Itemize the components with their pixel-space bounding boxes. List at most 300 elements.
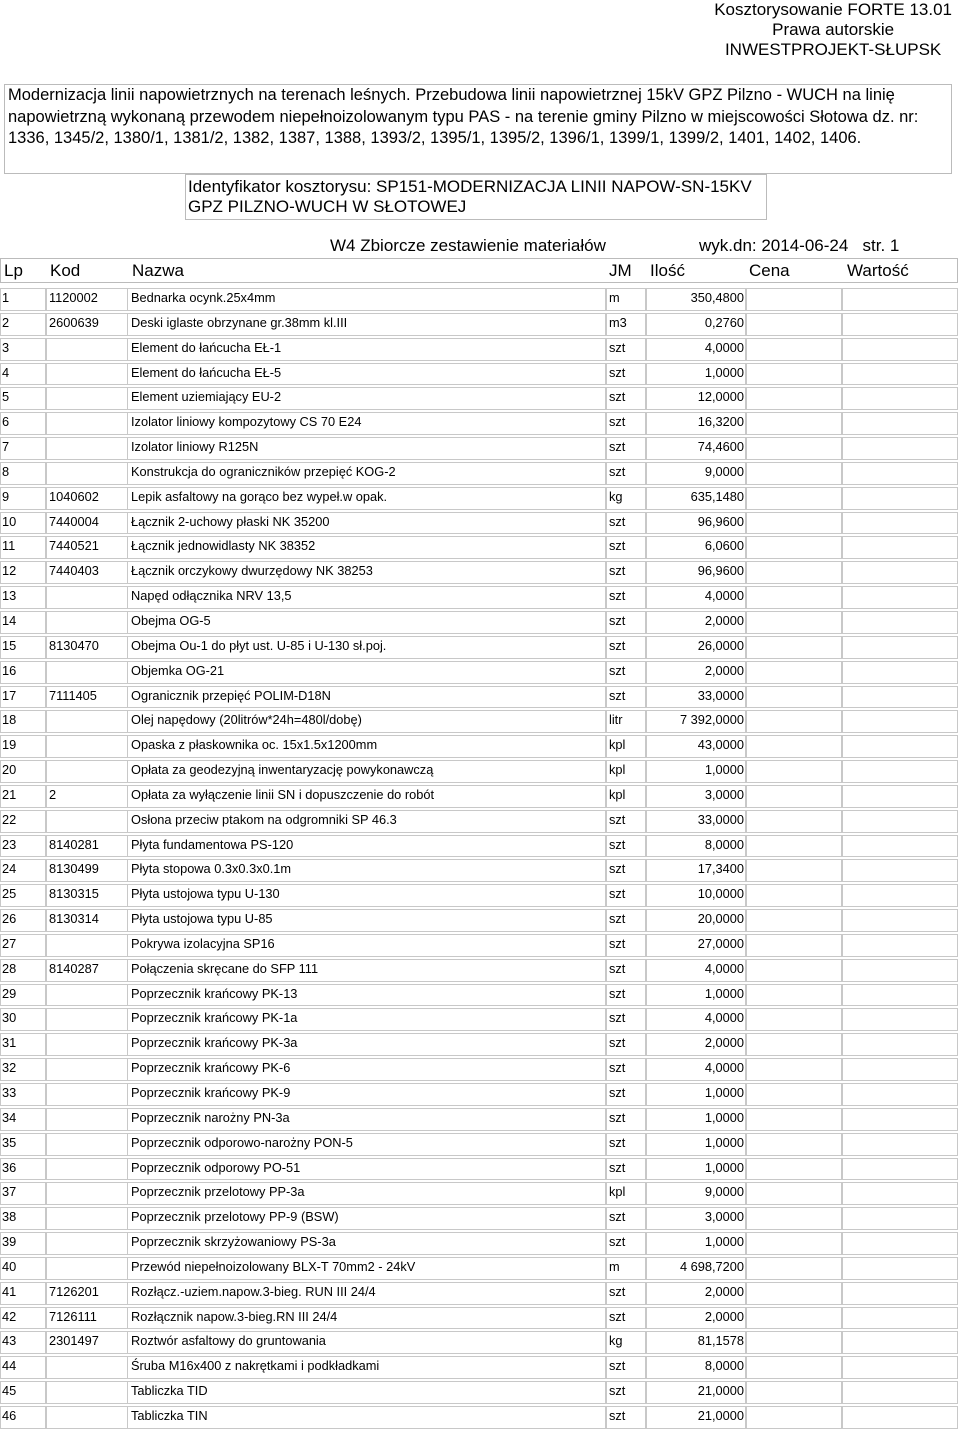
cell-lp: 30	[2, 1010, 17, 1026]
table-row	[0, 957, 960, 982]
cell-lp: 34	[2, 1109, 17, 1125]
cell-border	[746, 512, 842, 535]
cell-jm: szt	[609, 1134, 626, 1150]
cell-nazwa: Płyta fundamentowa PS-120	[131, 836, 294, 852]
cell-lp: 33	[2, 1085, 17, 1100]
table-row	[0, 1205, 960, 1230]
table-row	[0, 311, 960, 336]
cell-ilosc: 1,0000	[704, 1134, 744, 1150]
table-row	[0, 286, 960, 311]
table-row	[0, 1081, 960, 1106]
cell-jm: szt	[609, 985, 626, 1001]
cell-kod: 1040602	[49, 488, 99, 504]
col-cena: Cena	[749, 261, 790, 280]
cell-ilosc: 96,9600	[697, 563, 744, 579]
col-jm: JM	[609, 261, 632, 280]
cell-border	[46, 661, 128, 684]
cell-jm: szt	[609, 538, 626, 554]
cell-border	[746, 686, 842, 709]
cell-nazwa: Śruba M16x400 z nakrętkami i podkładkami	[131, 1358, 380, 1374]
cell-lp: 31	[2, 1035, 17, 1051]
table-row	[0, 485, 960, 510]
cell-border	[746, 1381, 842, 1404]
cell-ilosc: 27,0000	[697, 935, 744, 951]
cell-jm: m3	[609, 314, 627, 330]
cell-jm: szt	[609, 911, 626, 927]
cell-border	[746, 586, 842, 609]
cell-border	[46, 1158, 128, 1181]
cell-jm: szt	[609, 935, 626, 951]
col-ilosc: Ilość	[650, 261, 685, 280]
table-row	[0, 460, 960, 485]
cell-nazwa: Bednarka ocynk.25x4mm	[131, 290, 276, 305]
cell-ilosc: 4,0000	[704, 1010, 744, 1026]
cell-lp: 3	[2, 339, 10, 355]
cell-nazwa: Konstrukcja do ograniczników przepięć KOG-2	[131, 463, 396, 479]
cell-border	[746, 1008, 842, 1031]
cell-lp: 27	[2, 935, 17, 951]
cell-border	[46, 1381, 128, 1404]
cell-border	[46, 611, 128, 634]
cell-border	[746, 984, 842, 1007]
report-date: wyk.dn: 2014-06-24	[699, 236, 849, 255]
cell-nazwa: Objemka OG-21	[131, 662, 225, 678]
cell-border	[842, 1282, 958, 1305]
cell-ilosc: 4,0000	[704, 339, 744, 355]
cell-nazwa: Element uziemiający EU-2	[131, 389, 282, 405]
table-row	[0, 758, 960, 783]
table-row	[0, 336, 960, 361]
cell-nazwa: Łącznik jednowidlasty NK 38352	[131, 538, 316, 554]
cell-border	[842, 1008, 958, 1031]
cell-border	[842, 437, 958, 460]
cell-nazwa: Poprzecznik przelotowy PP-3a	[131, 1184, 305, 1200]
cell-border	[842, 710, 958, 733]
table-row	[0, 410, 960, 435]
cell-nazwa: Poprzecznik narożny PN-3a	[131, 1109, 290, 1125]
cell-lp: 46	[2, 1407, 17, 1423]
cell-border	[842, 363, 958, 386]
cell-lp: 17	[2, 687, 17, 703]
cell-nazwa: Poprzecznik krańcowy PK-1a	[131, 1010, 298, 1026]
cell-nazwa: Tabliczka TIN	[131, 1407, 208, 1423]
cell-nazwa: Poprzecznik krańcowy PK-13	[131, 985, 298, 1001]
cell-lp: 43	[2, 1333, 17, 1349]
cell-border	[46, 1108, 128, 1131]
cell-border	[842, 959, 958, 982]
cell-border	[842, 686, 958, 709]
cell-border	[746, 412, 842, 435]
cell-border	[746, 884, 842, 907]
cell-lp: 15	[2, 637, 17, 653]
cell-border	[746, 710, 842, 733]
cell-border	[46, 735, 128, 758]
document-header	[714, 0, 952, 60]
cell-border	[842, 661, 958, 684]
cell-kod: 7126111	[49, 1308, 97, 1324]
cell-nazwa: Łącznik 2-uchowy płaski NK 35200	[131, 513, 330, 529]
cell-nazwa: Obejma OG-5	[131, 612, 211, 628]
company-name: INWESTPROJEKT-SŁUPSK	[724, 40, 942, 59]
cell-nazwa: Łącznik orczykowy dwurzędowy NK 38253	[131, 563, 373, 579]
cell-nazwa: Płyta stopowa 0.3x0.3x0.1m	[131, 861, 292, 877]
cell-nazwa: Deski iglaste obrzynane gr.38mm kl.III	[131, 314, 348, 330]
cell-lp: 44	[2, 1358, 17, 1374]
table-row	[0, 510, 960, 535]
cell-lp: 38	[2, 1209, 17, 1225]
cell-jm: szt	[609, 1407, 626, 1423]
table-row	[0, 1329, 960, 1354]
page-number: str. 1	[862, 236, 900, 255]
cell-nazwa: Rozłącz.-uziem.napow.3-bieg. RUN III 24/4	[131, 1283, 376, 1299]
cell-ilosc: 26,0000	[697, 637, 744, 653]
cell-border	[746, 1232, 842, 1255]
table-row	[0, 534, 960, 559]
cell-nazwa: Połączenia skręcane do SFP 111	[131, 960, 319, 976]
table-row	[0, 684, 960, 709]
cell-border	[746, 1158, 842, 1181]
cell-border	[746, 760, 842, 783]
cell-lp: 40	[2, 1258, 17, 1274]
table-row	[0, 385, 960, 410]
cell-jm: szt	[609, 513, 626, 529]
cell-border	[46, 462, 128, 485]
cell-nazwa: Poprzecznik krańcowy PK-6	[131, 1060, 291, 1076]
cell-jm: m	[609, 290, 620, 305]
cell-kod: 2301497	[49, 1333, 99, 1349]
cell-kod: 7126201	[49, 1283, 99, 1299]
cell-nazwa: Poprzecznik skrzyżowaniowy PS-3a	[131, 1234, 336, 1250]
cell-border	[746, 810, 842, 833]
cell-border	[746, 1058, 842, 1081]
cell-nazwa: Poprzecznik odporowy PO-51	[131, 1159, 301, 1175]
cell-nazwa: Pokrywa izolacyjna SP16	[131, 935, 275, 951]
cell-border	[746, 1356, 842, 1379]
cell-nazwa: Opłata za geodezyjną inwentaryzację powykonawczą	[131, 762, 434, 778]
cell-border	[746, 1331, 842, 1354]
cell-lp: 16	[2, 662, 17, 678]
cell-lp: 13	[2, 588, 17, 604]
cell-lp: 35	[2, 1134, 17, 1150]
cell-lp: 18	[2, 712, 17, 728]
cell-border	[842, 487, 958, 510]
cell-jm: szt	[609, 1159, 626, 1175]
cell-border	[46, 810, 128, 833]
cell-nazwa: Roztwór asfaltowy do gruntowania	[131, 1333, 326, 1349]
cell-jm: szt	[609, 1035, 626, 1051]
cell-jm: szt	[609, 1109, 626, 1125]
cell-nazwa: Opaska z płaskownika oc. 15x1.5x1200mm	[131, 737, 378, 753]
cell-border	[746, 859, 842, 882]
cell-border	[746, 437, 842, 460]
cell-ilosc: 3,0000	[704, 786, 744, 802]
cell-border	[46, 934, 128, 957]
cell-jm: szt	[609, 588, 626, 604]
cell-border	[46, 1406, 128, 1429]
cell-nazwa: Lepik asfaltowy na gorąco bez wypeł.w opak.	[131, 488, 388, 504]
cell-nazwa: Napęd odłącznika NRV 13,5	[131, 588, 292, 604]
software-name: Kosztorysowanie FORTE 13.01	[714, 0, 952, 19]
cell-border	[746, 785, 842, 808]
table-row	[0, 1230, 960, 1255]
cell-ilosc: 9,0000	[704, 463, 744, 479]
table-row	[0, 1031, 960, 1056]
table-header	[0, 258, 958, 283]
cell-jm: szt	[609, 811, 626, 827]
cell-border	[746, 1182, 842, 1205]
cell-kod: 8130470	[49, 637, 99, 653]
cell-border	[746, 1406, 842, 1429]
cell-kod: 2	[49, 786, 57, 802]
cell-nazwa: Izolator liniowy R125N	[131, 439, 259, 455]
cell-border	[46, 1058, 128, 1081]
cell-lp: 25	[2, 886, 17, 902]
cell-border	[842, 1307, 958, 1330]
cell-border	[46, 338, 128, 361]
cell-border	[46, 1356, 128, 1379]
cell-ilosc: 3,0000	[704, 1209, 744, 1225]
cell-border	[842, 934, 958, 957]
cell-ilosc: 4 698,7200	[679, 1258, 744, 1274]
cell-ilosc: 2,0000	[704, 612, 744, 628]
cell-kod: 8130499	[49, 861, 99, 877]
cell-ilosc: 2,0000	[704, 1283, 744, 1299]
cell-jm: szt	[609, 339, 626, 355]
cell-border	[746, 363, 842, 386]
cell-border	[842, 1108, 958, 1131]
cell-jm: szt	[609, 1308, 626, 1324]
cell-border	[842, 1232, 958, 1255]
cell-lp: 2	[2, 314, 10, 330]
cell-lp: 21	[2, 786, 17, 802]
cell-ilosc: 2,0000	[704, 1308, 744, 1324]
cell-jm: szt	[609, 687, 626, 703]
cell-ilosc: 1,0000	[704, 1109, 744, 1125]
col-nazwa: Nazwa	[132, 261, 184, 280]
cell-border	[842, 884, 958, 907]
cell-kod: 1120002	[49, 290, 98, 305]
cell-border	[842, 412, 958, 435]
cell-border	[746, 661, 842, 684]
cell-jm: szt	[609, 1283, 626, 1299]
cell-border	[746, 288, 842, 311]
table-row	[0, 857, 960, 882]
report-date-page	[699, 236, 899, 256]
cell-jm: kpl	[609, 786, 626, 802]
cell-border	[46, 710, 128, 733]
cell-nazwa: Rozłącznik napow.3-bieg.RN III 24/4	[131, 1308, 338, 1324]
cell-border	[746, 1207, 842, 1230]
cell-border	[842, 1033, 958, 1056]
cell-ilosc: 10,0000	[697, 886, 744, 902]
cell-jm: szt	[609, 861, 626, 877]
table-row	[0, 609, 960, 634]
cell-border	[46, 1133, 128, 1156]
cell-border	[842, 611, 958, 634]
cell-border	[746, 338, 842, 361]
cell-jm: m	[609, 1258, 620, 1274]
table-row	[0, 982, 960, 1007]
table-row	[0, 634, 960, 659]
cell-lp: 1	[2, 290, 10, 305]
cell-border	[46, 387, 128, 410]
cell-border	[842, 1133, 958, 1156]
cell-jm: szt	[609, 637, 626, 653]
cell-ilosc: 8,0000	[704, 1358, 744, 1374]
cell-border	[46, 785, 128, 808]
table-row	[0, 1255, 960, 1280]
cell-border	[746, 1133, 842, 1156]
cell-ilosc: 4,0000	[704, 960, 744, 976]
cell-ilosc: 1,0000	[704, 1234, 744, 1250]
cell-ilosc: 4,0000	[704, 588, 744, 604]
cell-ilosc: 21,0000	[697, 1407, 744, 1423]
cell-jm: szt	[609, 886, 626, 902]
cell-border	[746, 636, 842, 659]
copyright-label: Prawa autorskie	[772, 20, 895, 39]
cell-ilosc: 21,0000	[697, 1383, 744, 1399]
cell-nazwa: Poprzecznik odporowo-narożny PON-5	[131, 1134, 353, 1150]
cell-lp: 9	[2, 488, 10, 504]
cell-ilosc: 0,2760	[704, 314, 744, 330]
cell-border	[46, 412, 128, 435]
cell-nazwa: Płyta ustojowa typu U-130	[131, 886, 280, 902]
cell-jm: litr	[609, 712, 623, 728]
table-row	[0, 361, 960, 386]
cell-kod: 8130315	[49, 886, 99, 902]
cell-border	[842, 735, 958, 758]
cell-lp: 20	[2, 762, 17, 778]
cell-jm: kg	[609, 1333, 623, 1349]
table-row	[0, 1404, 960, 1429]
cell-border	[46, 760, 128, 783]
table-row	[0, 1056, 960, 1081]
cell-nazwa: Izolator liniowy kompozytowy CS 70 E24	[131, 414, 362, 430]
cell-border	[842, 785, 958, 808]
cell-border	[746, 1083, 842, 1106]
cell-jm: szt	[609, 612, 626, 628]
cell-jm: kg	[609, 488, 623, 504]
cell-nazwa: Obejma Ou-1 do płyt ust. U-85 i U-130 sł.poj.	[131, 637, 387, 653]
cell-border	[842, 288, 958, 311]
cell-ilosc: 96,9600	[697, 513, 744, 529]
cell-border	[842, 1356, 958, 1379]
cell-jm: szt	[609, 1085, 626, 1100]
cell-border	[46, 1083, 128, 1106]
cell-kod: 7440521	[49, 538, 99, 554]
cell-jm: szt	[609, 1234, 626, 1250]
cell-jm: szt	[609, 1010, 626, 1026]
cell-border	[746, 934, 842, 957]
cell-lp: 12	[2, 563, 17, 579]
cell-jm: szt	[609, 1060, 626, 1076]
cell-jm: szt	[609, 1209, 626, 1225]
cell-border	[842, 313, 958, 336]
cell-jm: szt	[609, 463, 626, 479]
cell-kod: 7440403	[49, 563, 99, 579]
cell-border	[746, 835, 842, 858]
cell-ilosc: 6,0600	[704, 538, 744, 554]
cell-border	[842, 1058, 958, 1081]
estimate-identifier: Identyfikator kosztorysu: SP151-MODERNIZACJA LINII NAPOW-SN-15KV GPZ PILZNO-WUCH W SŁOTOWEJ	[185, 174, 767, 220]
cell-nazwa: Osłona przeciw ptakom na odgromniki SP 46.3	[131, 811, 397, 827]
cell-kod: 2600639	[49, 314, 99, 330]
col-lp: Lp	[4, 261, 23, 280]
cell-lp: 36	[2, 1159, 17, 1175]
cell-nazwa: Płyta ustojowa typu U-85	[131, 911, 273, 927]
cell-ilosc: 81,1578	[697, 1333, 744, 1349]
cell-ilosc: 16,3200	[697, 414, 744, 430]
cell-jm: szt	[609, 1358, 626, 1374]
cell-ilosc: 12,0000	[697, 389, 744, 405]
cell-border	[842, 586, 958, 609]
col-wartosc: Wartość	[847, 261, 909, 280]
cell-border	[746, 561, 842, 584]
table-row	[0, 584, 960, 609]
cell-ilosc: 33,0000	[697, 687, 744, 703]
cell-border	[842, 1207, 958, 1230]
cell-ilosc: 1,0000	[704, 762, 744, 778]
table-row	[0, 907, 960, 932]
cell-border	[842, 1381, 958, 1404]
cell-border	[842, 561, 958, 584]
cell-border	[842, 760, 958, 783]
table-row	[0, 882, 960, 907]
cell-lp: 7	[2, 439, 10, 455]
cell-ilosc: 20,0000	[697, 911, 744, 927]
cell-lp: 41	[2, 1283, 17, 1299]
cell-jm: szt	[609, 439, 626, 455]
table-row	[0, 1180, 960, 1205]
cell-ilosc: 350,4800	[690, 290, 744, 305]
cell-border	[842, 859, 958, 882]
cell-kod: 7440004	[49, 513, 99, 529]
cell-kod: 8140281	[49, 836, 99, 852]
cell-jm: szt	[609, 389, 626, 405]
cell-border	[842, 512, 958, 535]
cell-border	[46, 1182, 128, 1205]
cell-lp: 5	[2, 389, 10, 405]
report-title: W4 Zbiorcze zestawienie materiałów	[330, 236, 606, 255]
cell-ilosc: 9,0000	[704, 1184, 744, 1200]
cell-ilosc: 33,0000	[697, 811, 744, 827]
cell-lp: 22	[2, 811, 17, 827]
cell-nazwa: Olej napędowy (20litrów*24h=480l/dobę)	[131, 712, 362, 728]
table-row	[0, 783, 960, 808]
table-row	[0, 733, 960, 758]
cell-ilosc: 1,0000	[704, 364, 744, 380]
table-row	[0, 833, 960, 858]
cell-border	[842, 1158, 958, 1181]
cell-border	[746, 611, 842, 634]
cell-ilosc: 1,0000	[704, 1085, 744, 1100]
cell-lp: 8	[2, 463, 10, 479]
cell-kod: 7111405	[49, 687, 97, 703]
cell-border	[46, 437, 128, 460]
cell-border	[842, 338, 958, 361]
cell-border	[842, 536, 958, 559]
cell-kod: 8140287	[49, 960, 99, 976]
cell-lp: 6	[2, 414, 10, 430]
cell-border	[746, 313, 842, 336]
cell-border	[746, 909, 842, 932]
cell-border	[746, 387, 842, 410]
cell-ilosc: 17,3400	[697, 861, 744, 877]
cell-border	[842, 462, 958, 485]
cell-border	[746, 462, 842, 485]
cell-border	[746, 735, 842, 758]
cell-nazwa: Opłata za wyłączenie linii SN i dopuszczenie do robót	[131, 786, 435, 802]
